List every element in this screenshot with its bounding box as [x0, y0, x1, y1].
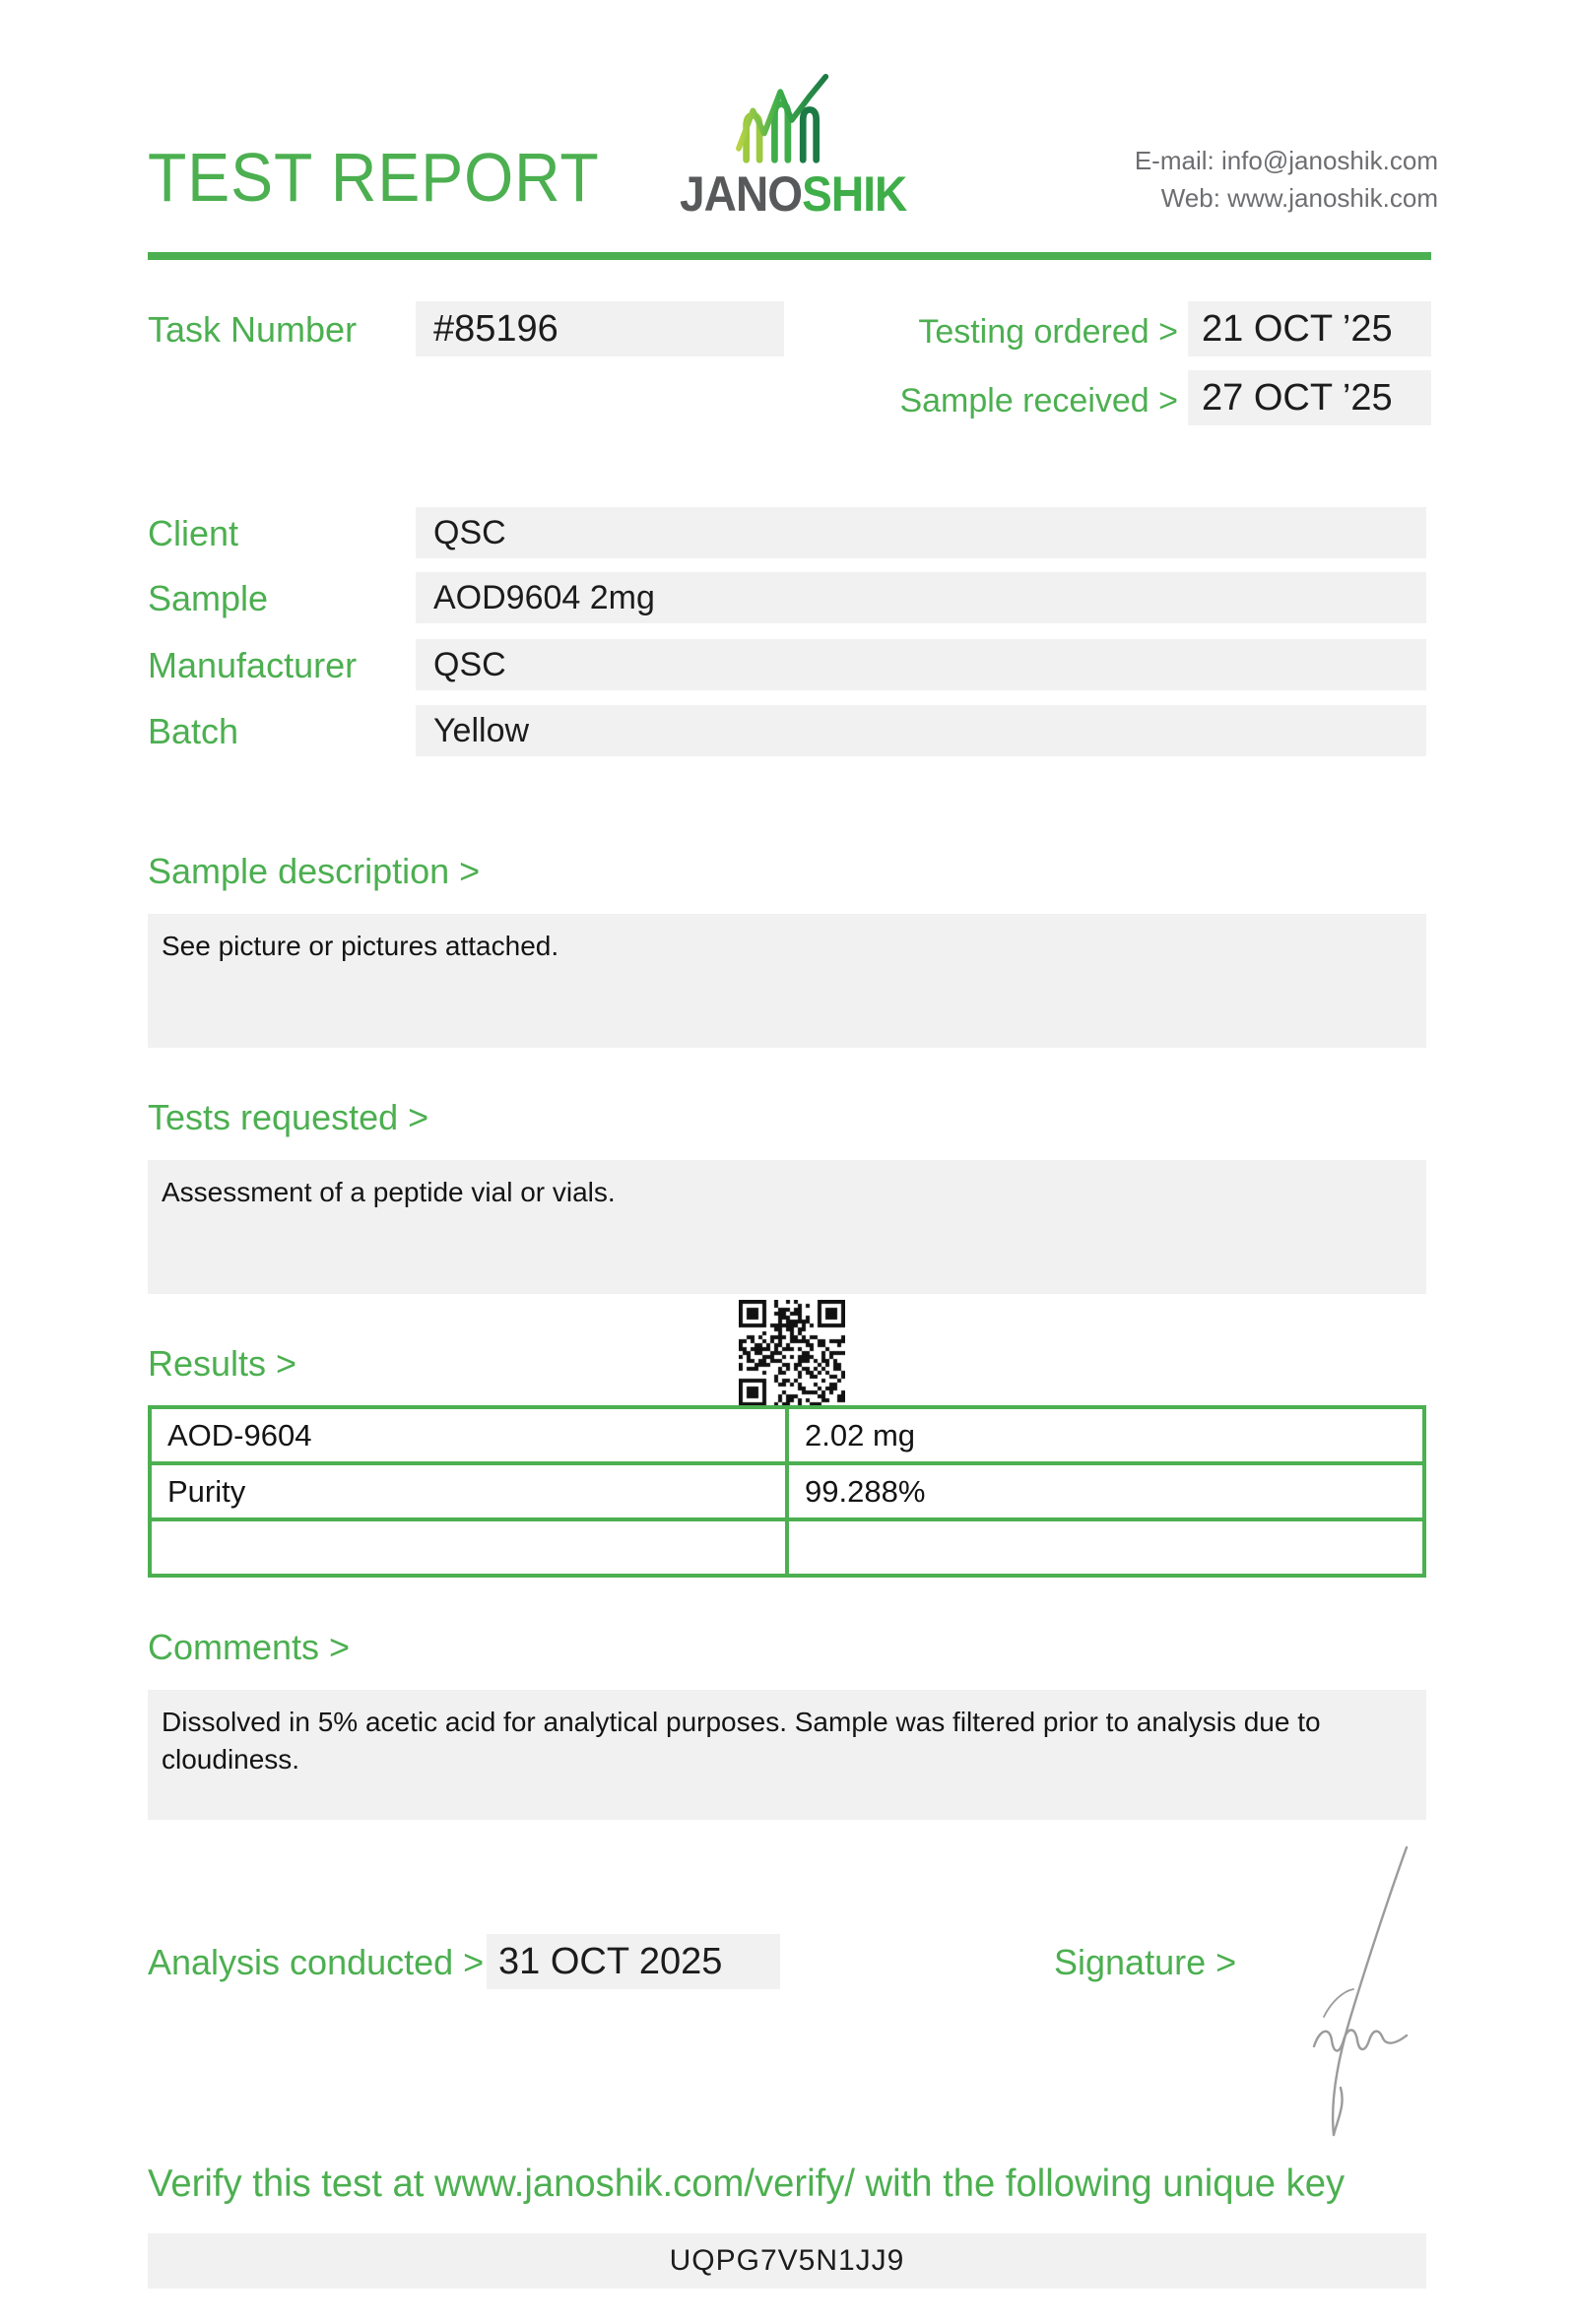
comments-heading: Comments >	[148, 1627, 351, 1667]
verify-instruction: Verify this test at www.janoshik.com/verify/ with the following unique key	[148, 2163, 1346, 2205]
email-line: E-mail: info@janoshik.com	[1134, 146, 1438, 175]
testing-ordered-label: Testing ordered >	[918, 313, 1178, 351]
sample-value: AOD9604 2mg	[433, 579, 655, 616]
logo-shik: SHIK	[802, 166, 907, 222]
comments-box	[148, 1690, 1426, 1820]
result-name-cell: Purity	[150, 1463, 787, 1519]
table-row	[150, 1463, 1424, 1519]
results-heading: Results >	[148, 1343, 297, 1384]
sample-field	[416, 572, 1426, 623]
manufacturer-field	[416, 639, 1426, 690]
header-divider	[148, 252, 1431, 260]
analysis-conducted-value: 31 OCT 2025	[498, 1941, 723, 1982]
result-name-cell	[150, 1519, 787, 1576]
table-row	[150, 1407, 1424, 1463]
analysis-conducted-label: Analysis conducted >	[148, 1942, 485, 1982]
task-number-field	[416, 301, 784, 356]
batch-value: Yellow	[433, 712, 530, 749]
client-value: QSC	[433, 514, 506, 551]
analysis-conducted-field	[487, 1934, 780, 1989]
verify-key-value: UQPG7V5N1JJ9	[669, 2244, 905, 2277]
result-value-cell: 99.288%	[787, 1463, 1424, 1519]
verify-key-field	[148, 2233, 1426, 2289]
client-label: Client	[148, 513, 239, 553]
page-title: TEST REPORT	[148, 139, 600, 216]
table-row	[150, 1519, 1424, 1576]
sample-description-box	[148, 914, 1426, 1048]
client-field	[416, 507, 1426, 558]
signature-label: Signature >	[1054, 1942, 1237, 1982]
sample-label: Sample	[148, 578, 269, 618]
tests-requested-box	[148, 1160, 1426, 1294]
result-value-cell	[787, 1519, 1424, 1576]
tests-requested-heading: Tests requested >	[148, 1097, 429, 1137]
janoshik-logo-icon	[733, 73, 837, 167]
logo-jano: JANO	[680, 166, 803, 222]
sample-description-text: See picture or pictures attached.	[162, 931, 559, 961]
manufacturer-value: QSC	[433, 646, 506, 683]
manufacturer-label: Manufacturer	[148, 645, 358, 685]
comments-text: Dissolved in 5% acetic acid for analytical purposes. Sample was filtered prior to analysis due to cloudiness.	[162, 1707, 1321, 1775]
janoshik-logo-text	[680, 165, 906, 223]
sample-received-value: 27 OCT ’25	[1202, 377, 1393, 419]
sample-received-label: Sample received >	[899, 382, 1178, 420]
contact-block	[985, 142, 1438, 217]
testing-ordered-field	[1188, 301, 1431, 356]
testing-ordered-value: 21 OCT ’25	[1202, 308, 1393, 350]
sample-received-field	[1188, 370, 1431, 425]
task-number-value: #85196	[433, 308, 558, 350]
task-number-label: Task Number	[148, 309, 358, 350]
batch-field	[416, 705, 1426, 756]
result-name-cell: AOD-9604	[150, 1407, 787, 1463]
signature-image	[1280, 1843, 1438, 2139]
result-value-cell: 2.02 mg	[787, 1407, 1424, 1463]
qr-code	[739, 1300, 845, 1406]
sample-description-heading: Sample description >	[148, 851, 481, 891]
batch-label: Batch	[148, 711, 239, 751]
results-table	[148, 1405, 1426, 1578]
web-line: Web: www.janoshik.com	[1160, 183, 1438, 213]
tests-requested-text: Assessment of a peptide vial or vials.	[162, 1177, 616, 1207]
